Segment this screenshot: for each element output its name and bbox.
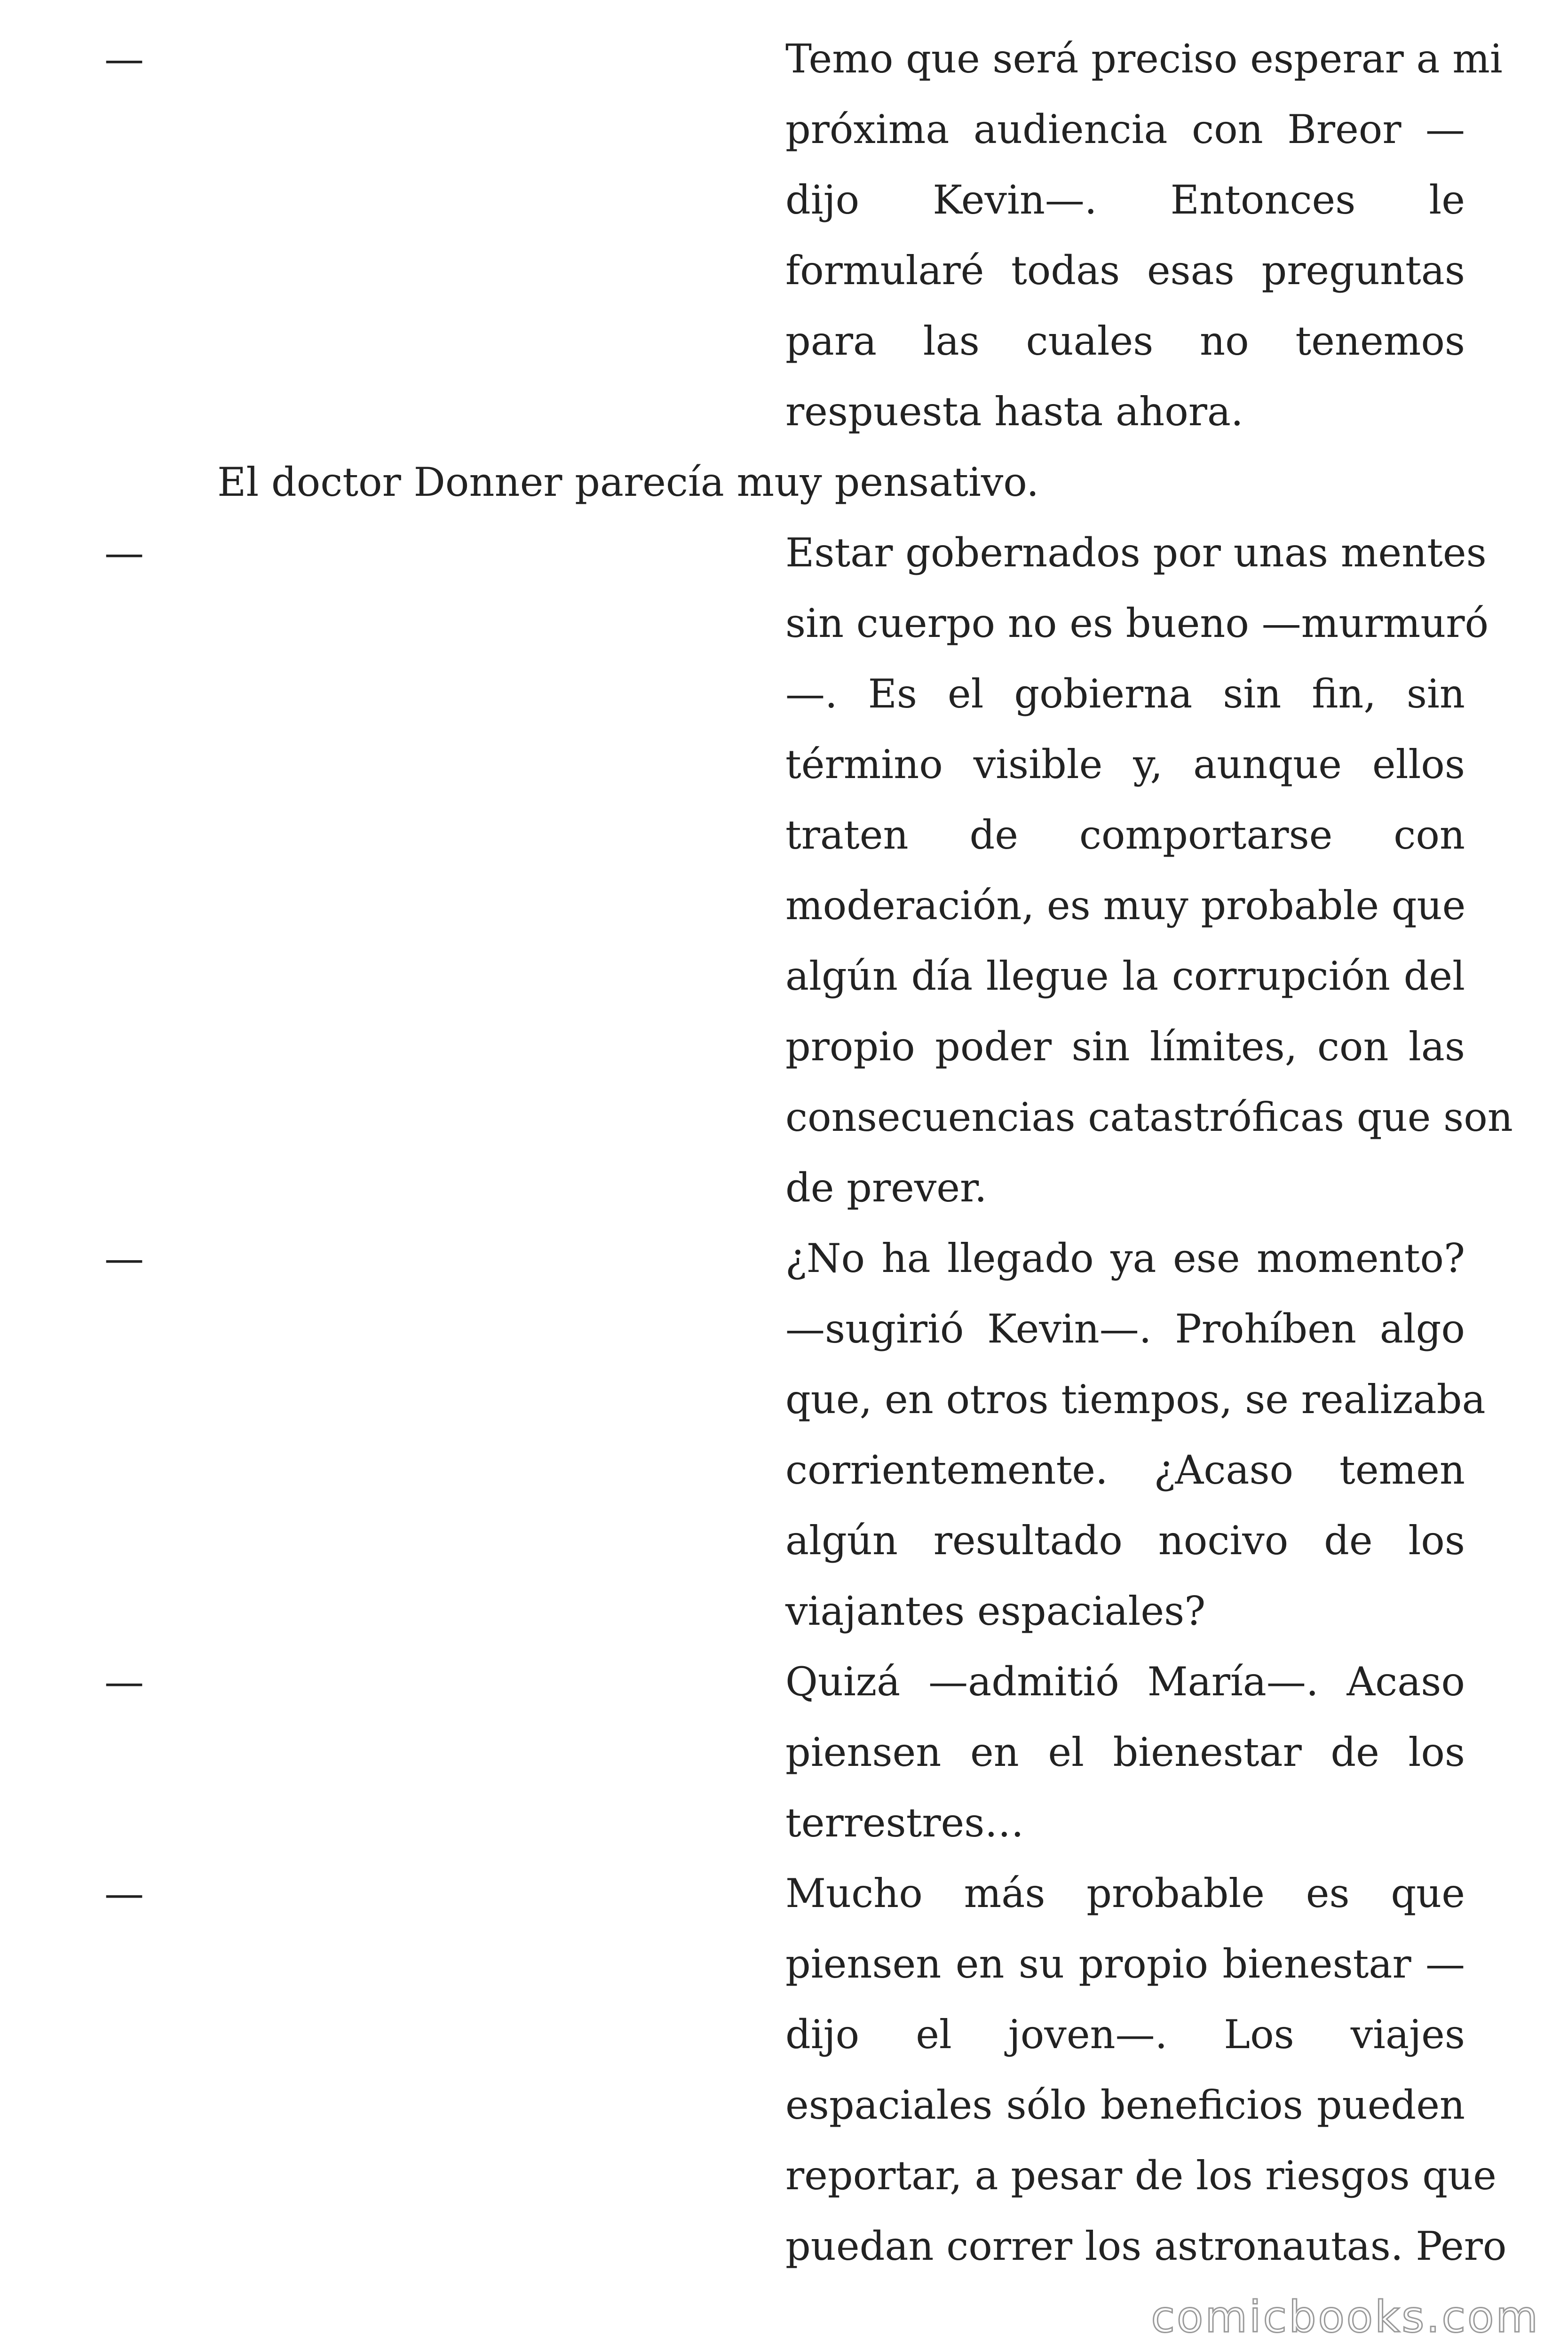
dialogue-line: propio poder sin límites, con las xyxy=(785,1024,1465,1070)
dialogue-line: respuesta hasta ahora. xyxy=(785,389,1243,435)
dialogue-line: Estar gobernados por unas mentes xyxy=(785,530,1487,576)
dialogue-dash: — xyxy=(104,1659,144,1705)
dialogue-line: de prever. xyxy=(785,1165,987,1211)
dialogue-dash: — xyxy=(104,530,144,576)
site-watermark: comicbooks.com xyxy=(1151,2292,1540,2342)
dialogue-dash: — xyxy=(104,1870,144,1916)
narration-paragraph: El doctor Donner parecía muy pensativo. xyxy=(217,459,1039,505)
dialogue-line: que, en otros tiempos, se realizaba xyxy=(785,1376,1486,1422)
dialogue-line: reportar, a pesar de los riesgos que xyxy=(785,2153,1497,2199)
dialogue-line: —. Es el gobierna sin fin, sin xyxy=(785,671,1465,717)
dialogue-line: Temo que será preciso esperar a mi xyxy=(785,36,1503,82)
dialogue-line: traten de comportarse con xyxy=(785,812,1465,858)
dialogue-line: piensen en el bienestar de los xyxy=(785,1729,1465,1775)
dialogue-line: corrientemente. ¿Acaso temen xyxy=(785,1447,1465,1493)
dialogue-dash: — xyxy=(104,36,144,82)
dialogue-line: moderación, es muy probable que xyxy=(785,882,1466,929)
dialogue-line: para las cuales no tenemos xyxy=(785,318,1465,364)
dialogue-line: terrestres… xyxy=(785,1800,1024,1846)
dialogue-line: término visible y, aunque ellos xyxy=(785,741,1465,787)
dialogue-line: dijo Kevin—. Entonces le xyxy=(785,177,1465,223)
dialogue-line: Mucho más probable es que xyxy=(785,1870,1465,1916)
dialogue-line: espaciales sólo beneficios pueden xyxy=(785,2082,1465,2128)
dialogue-line: dijo el joven—. Los viajes xyxy=(785,2011,1465,2058)
dialogue-dash: — xyxy=(104,1235,144,1281)
dialogue-line: formularé todas esas preguntas xyxy=(785,247,1465,294)
dialogue-line: —sugirió Kevin—. Prohíben algo xyxy=(785,1306,1465,1352)
dialogue-line: Quizá —admitió María—. Acaso xyxy=(785,1659,1465,1705)
dialogue-line: sin cuerpo no es bueno —murmuró xyxy=(785,600,1489,646)
dialogue-line: próxima audiencia con Breor — xyxy=(785,106,1465,152)
dialogue-line: algún resultado nocivo de los xyxy=(785,1518,1465,1564)
dialogue-line: puedan correr los astronautas. Pero xyxy=(785,2223,1507,2269)
dialogue-line: piensen en su propio bienestar — xyxy=(785,1941,1465,1987)
dialogue-line: algún día llegue la corrupción del xyxy=(785,953,1465,999)
dialogue-line: ¿No ha llegado ya ese momento? xyxy=(785,1235,1465,1281)
dialogue-line: consecuencias catastróficas que son xyxy=(785,1094,1513,1140)
dialogue-line: viajantes espaciales? xyxy=(785,1588,1206,1634)
